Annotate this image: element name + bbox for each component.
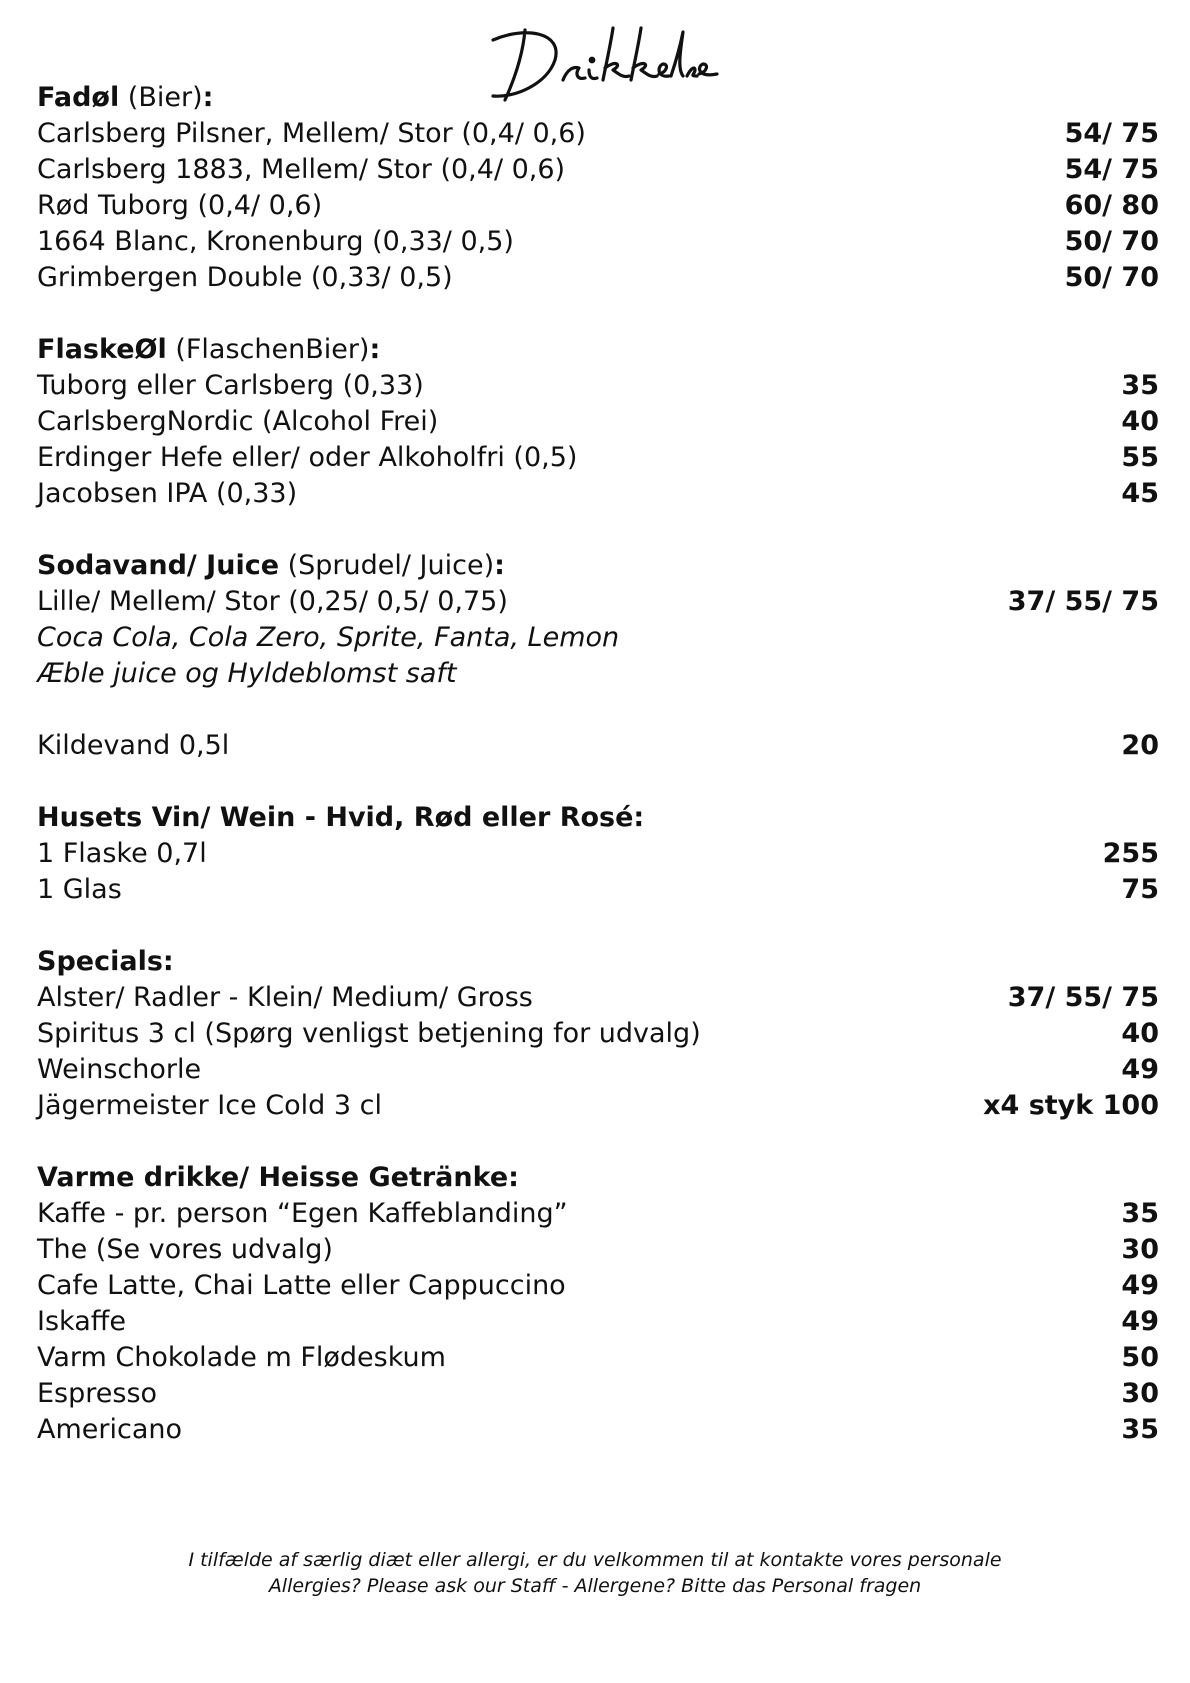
- item-price: 49: [1121, 1054, 1159, 1085]
- heading-subtitle: (Bier): [119, 82, 203, 113]
- item-price: 50: [1121, 1342, 1159, 1373]
- section-vin: [37, 800, 1159, 908]
- heading-bold: Fadøl: [37, 82, 120, 113]
- section-kildevand: [37, 728, 1159, 764]
- item-price: 40: [1121, 1018, 1159, 1049]
- heading-colon: :: [369, 334, 381, 365]
- item-name: Rød Tuborg (0,4/ 0,6): [37, 190, 323, 221]
- item-price: 45: [1121, 478, 1159, 509]
- item-name: Espresso: [37, 1378, 158, 1409]
- section-heading: [37, 1160, 1159, 1196]
- item-name: 1 Flaske 0,7l: [37, 838, 207, 869]
- section-sodavand: [37, 548, 1159, 692]
- item-price: 255: [1102, 838, 1159, 869]
- item-price: 40: [1121, 406, 1159, 437]
- section-heading: [37, 800, 1159, 836]
- item-price: x4 styk 100: [983, 1090, 1159, 1121]
- menu-item: [37, 476, 1159, 512]
- section-heading: [37, 332, 1159, 368]
- item-price: 49: [1121, 1306, 1159, 1337]
- item-price: 35: [1121, 1198, 1159, 1229]
- item-price: 54/ 75: [1064, 154, 1159, 185]
- allergy-note-english-german: Allergies? Please ask our Staff - Allergene? Bitte das Personal fragen: [268, 1575, 922, 1597]
- heading-bold: FlaskeØl: [37, 334, 167, 365]
- menu-item: [37, 1196, 1159, 1232]
- heading-bold: Specials:: [37, 946, 174, 977]
- menu-item: [37, 728, 1159, 764]
- item-price: 37/ 55/ 75: [1007, 586, 1159, 617]
- item-price: 49: [1121, 1270, 1159, 1301]
- section-fadol: [37, 80, 1159, 296]
- menu-item: [37, 116, 1159, 152]
- item-name: Erdinger Hefe eller/ oder Alkoholfri (0,5): [37, 442, 578, 473]
- heading-subtitle: (Sprudel/ Juice): [279, 550, 495, 581]
- menu-item: [37, 836, 1159, 872]
- item-name: 1 Glas: [37, 874, 122, 905]
- item-price: 55: [1121, 442, 1159, 473]
- item-name: Jacobsen IPA (0,33): [37, 478, 298, 509]
- item-name: The (Se vores udvalg): [37, 1234, 333, 1265]
- item-name: CarlsbergNordic (Alcohol Frei): [37, 406, 439, 437]
- menu-item: [37, 1268, 1159, 1304]
- allergy-note-danish: I tilfælde af særlig diæt eller allergi, er du velkommen til at kontakte vores personale: [188, 1549, 1002, 1571]
- soda-flavors-note: Coca Cola, Cola Zero, Sprite, Fanta, Lemon: [37, 622, 620, 653]
- menu-item: [37, 1016, 1159, 1052]
- menu-item: [37, 1304, 1159, 1340]
- item-price: 37/ 55/ 75: [1007, 982, 1159, 1013]
- item-price: 75: [1121, 874, 1159, 905]
- item-name: Tuborg eller Carlsberg (0,33): [37, 370, 424, 401]
- item-price: 35: [1121, 1414, 1159, 1445]
- menu-item: [37, 1088, 1159, 1124]
- juice-flavors-note: Æble juice og Hyldeblomst saft: [37, 658, 457, 689]
- item-name: Alster/ Radler - Klein/ Medium/ Gross: [37, 982, 533, 1013]
- item-name: Iskaffe: [37, 1306, 126, 1337]
- item-price: 30: [1121, 1378, 1159, 1409]
- item-name: Kildevand 0,5l: [37, 730, 230, 761]
- item-name: Lille/ Mellem/ Stor (0,25/ 0,5/ 0,75): [37, 586, 508, 617]
- heading-bold: Husets Vin/ Wein - Hvid, Rød eller Rosé:: [37, 802, 645, 833]
- menu-item: [37, 1376, 1159, 1412]
- drinks-menu: [37, 80, 1159, 1484]
- item-price: 30: [1121, 1234, 1159, 1265]
- item-name: Carlsberg 1883, Mellem/ Stor (0,4/ 0,6): [37, 154, 566, 185]
- item-name: Varm Chokolade m Flødeskum: [37, 1342, 446, 1373]
- heading-colon: :: [202, 82, 214, 113]
- item-price: 50/ 70: [1064, 226, 1159, 257]
- menu-item: [37, 152, 1159, 188]
- section-heading: [37, 548, 1159, 584]
- menu-item: [37, 368, 1159, 404]
- menu-item: [37, 1412, 1159, 1448]
- menu-item: [37, 1232, 1159, 1268]
- heading-bold: Sodavand/ Juice: [37, 550, 280, 581]
- item-price: 54/ 75: [1064, 118, 1159, 149]
- menu-item: [37, 440, 1159, 476]
- menu-item: [37, 584, 1159, 620]
- section-specials: [37, 944, 1159, 1124]
- menu-item: [37, 260, 1159, 296]
- item-name: Kaffe - pr. person “Egen Kaffeblanding”: [37, 1198, 568, 1229]
- heading-colon: :: [494, 550, 505, 581]
- menu-item: [37, 1340, 1159, 1376]
- item-name: Cafe Latte, Chai Latte eller Cappuccino: [37, 1270, 566, 1301]
- section-heading: [37, 944, 1159, 980]
- item-price: 50/ 70: [1064, 262, 1159, 293]
- menu-item: [37, 188, 1159, 224]
- section-flaskeol: [37, 332, 1159, 512]
- item-price: 35: [1121, 370, 1159, 401]
- section-varme-drikke: [37, 1160, 1159, 1448]
- item-name: Jägermeister Ice Cold 3 cl: [37, 1090, 382, 1121]
- item-price: 20: [1121, 730, 1159, 761]
- item-name: Americano: [37, 1414, 183, 1445]
- menu-item: [37, 404, 1159, 440]
- menu-item: [37, 872, 1159, 908]
- heading-subtitle: (FlaschenBier): [166, 334, 370, 365]
- item-name: Carlsberg Pilsner, Mellem/ Stor (0,4/ 0,6): [37, 118, 586, 149]
- item-name: Grimbergen Double (0,33/ 0,5): [37, 262, 453, 293]
- item-name: 1664 Blanc, Kronenburg (0,33/ 0,5): [37, 226, 514, 257]
- item-name: Spiritus 3 cl (Spørg venligst betjening for udvalg): [37, 1018, 701, 1049]
- item-price: 60/ 80: [1064, 190, 1159, 221]
- menu-item: [37, 980, 1159, 1016]
- menu-item: [37, 1052, 1159, 1088]
- item-name: Weinschorle: [37, 1054, 202, 1085]
- menu-item: [37, 224, 1159, 260]
- section-heading: [37, 80, 1159, 116]
- allergy-footer: [0, 1547, 1190, 1599]
- heading-bold: Varme drikke/ Heisse Getränke:: [37, 1162, 519, 1193]
